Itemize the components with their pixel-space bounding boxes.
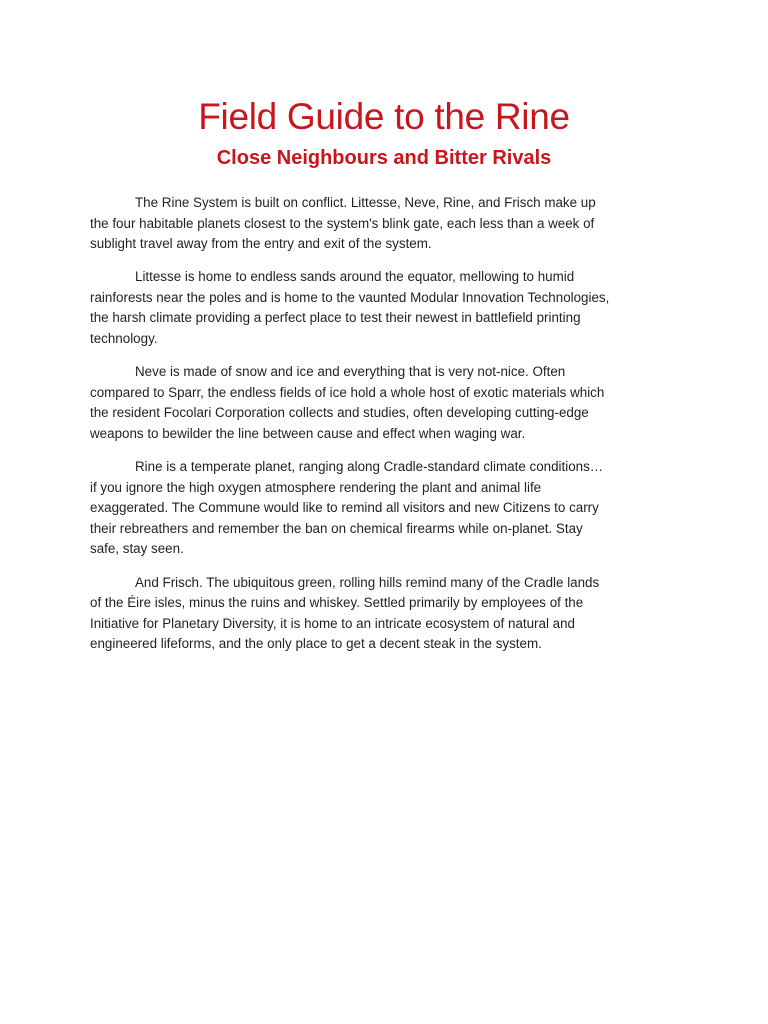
page-title: Field Guide to the Rine — [198, 96, 570, 137]
paragraph-rine-system: The Rine System is built on conflict. Littesse, Neve, Rine, and Frisch make up the four habitable planets closest to the system's blink gate, each less than a week of sublight travel away from the entry and exit of the system. — [90, 195, 596, 252]
paragraph-littesse: Littesse is home to endless sands around the equator, mellowing to humid rainforests near the poles and is home to the vaunted Modular Innovation Technologies, the harsh climate providing a perfect place to test their newest in battlefield printing technology. — [90, 269, 610, 347]
paragraph-frisch: And Frisch. The ubiquitous green, rolling hills remind many of the Cradle lands of the Éire isles, minus the ruins and whiskey. Settled primarily by employees of the Initiative for Planetary Diversity, it is home to an intricate ecosystem of natural and engineered lifeforms, and the only place to get a decent steak in the system. — [90, 574, 600, 652]
paragraph-neve: Neve is made of snow and ice and everything that is very not-nice. Often compared to Sparr, the endless fields of ice hold a whole host of exotic materials which the resident Focolari Corporation collects and studies, often developing cutting-edge weapons to bewilder the line between cause and effect when waging war. — [90, 364, 605, 441]
body-text — [90, 193, 612, 667]
page-subtitle: Close Neighbours and Bitter Rivals — [216, 147, 552, 169]
paragraph-rine: Rine is a temperate planet, ranging along Cradle-standard climate conditions… if you ignore the high oxygen atmosphere rendering the plant and animal life exaggerated. The Commune would like to remind all visitors and new Citizens to carry their rebreathers and remember the ban on chemical firearms while on-planet. Stay safe, stay seen. — [90, 459, 604, 557]
